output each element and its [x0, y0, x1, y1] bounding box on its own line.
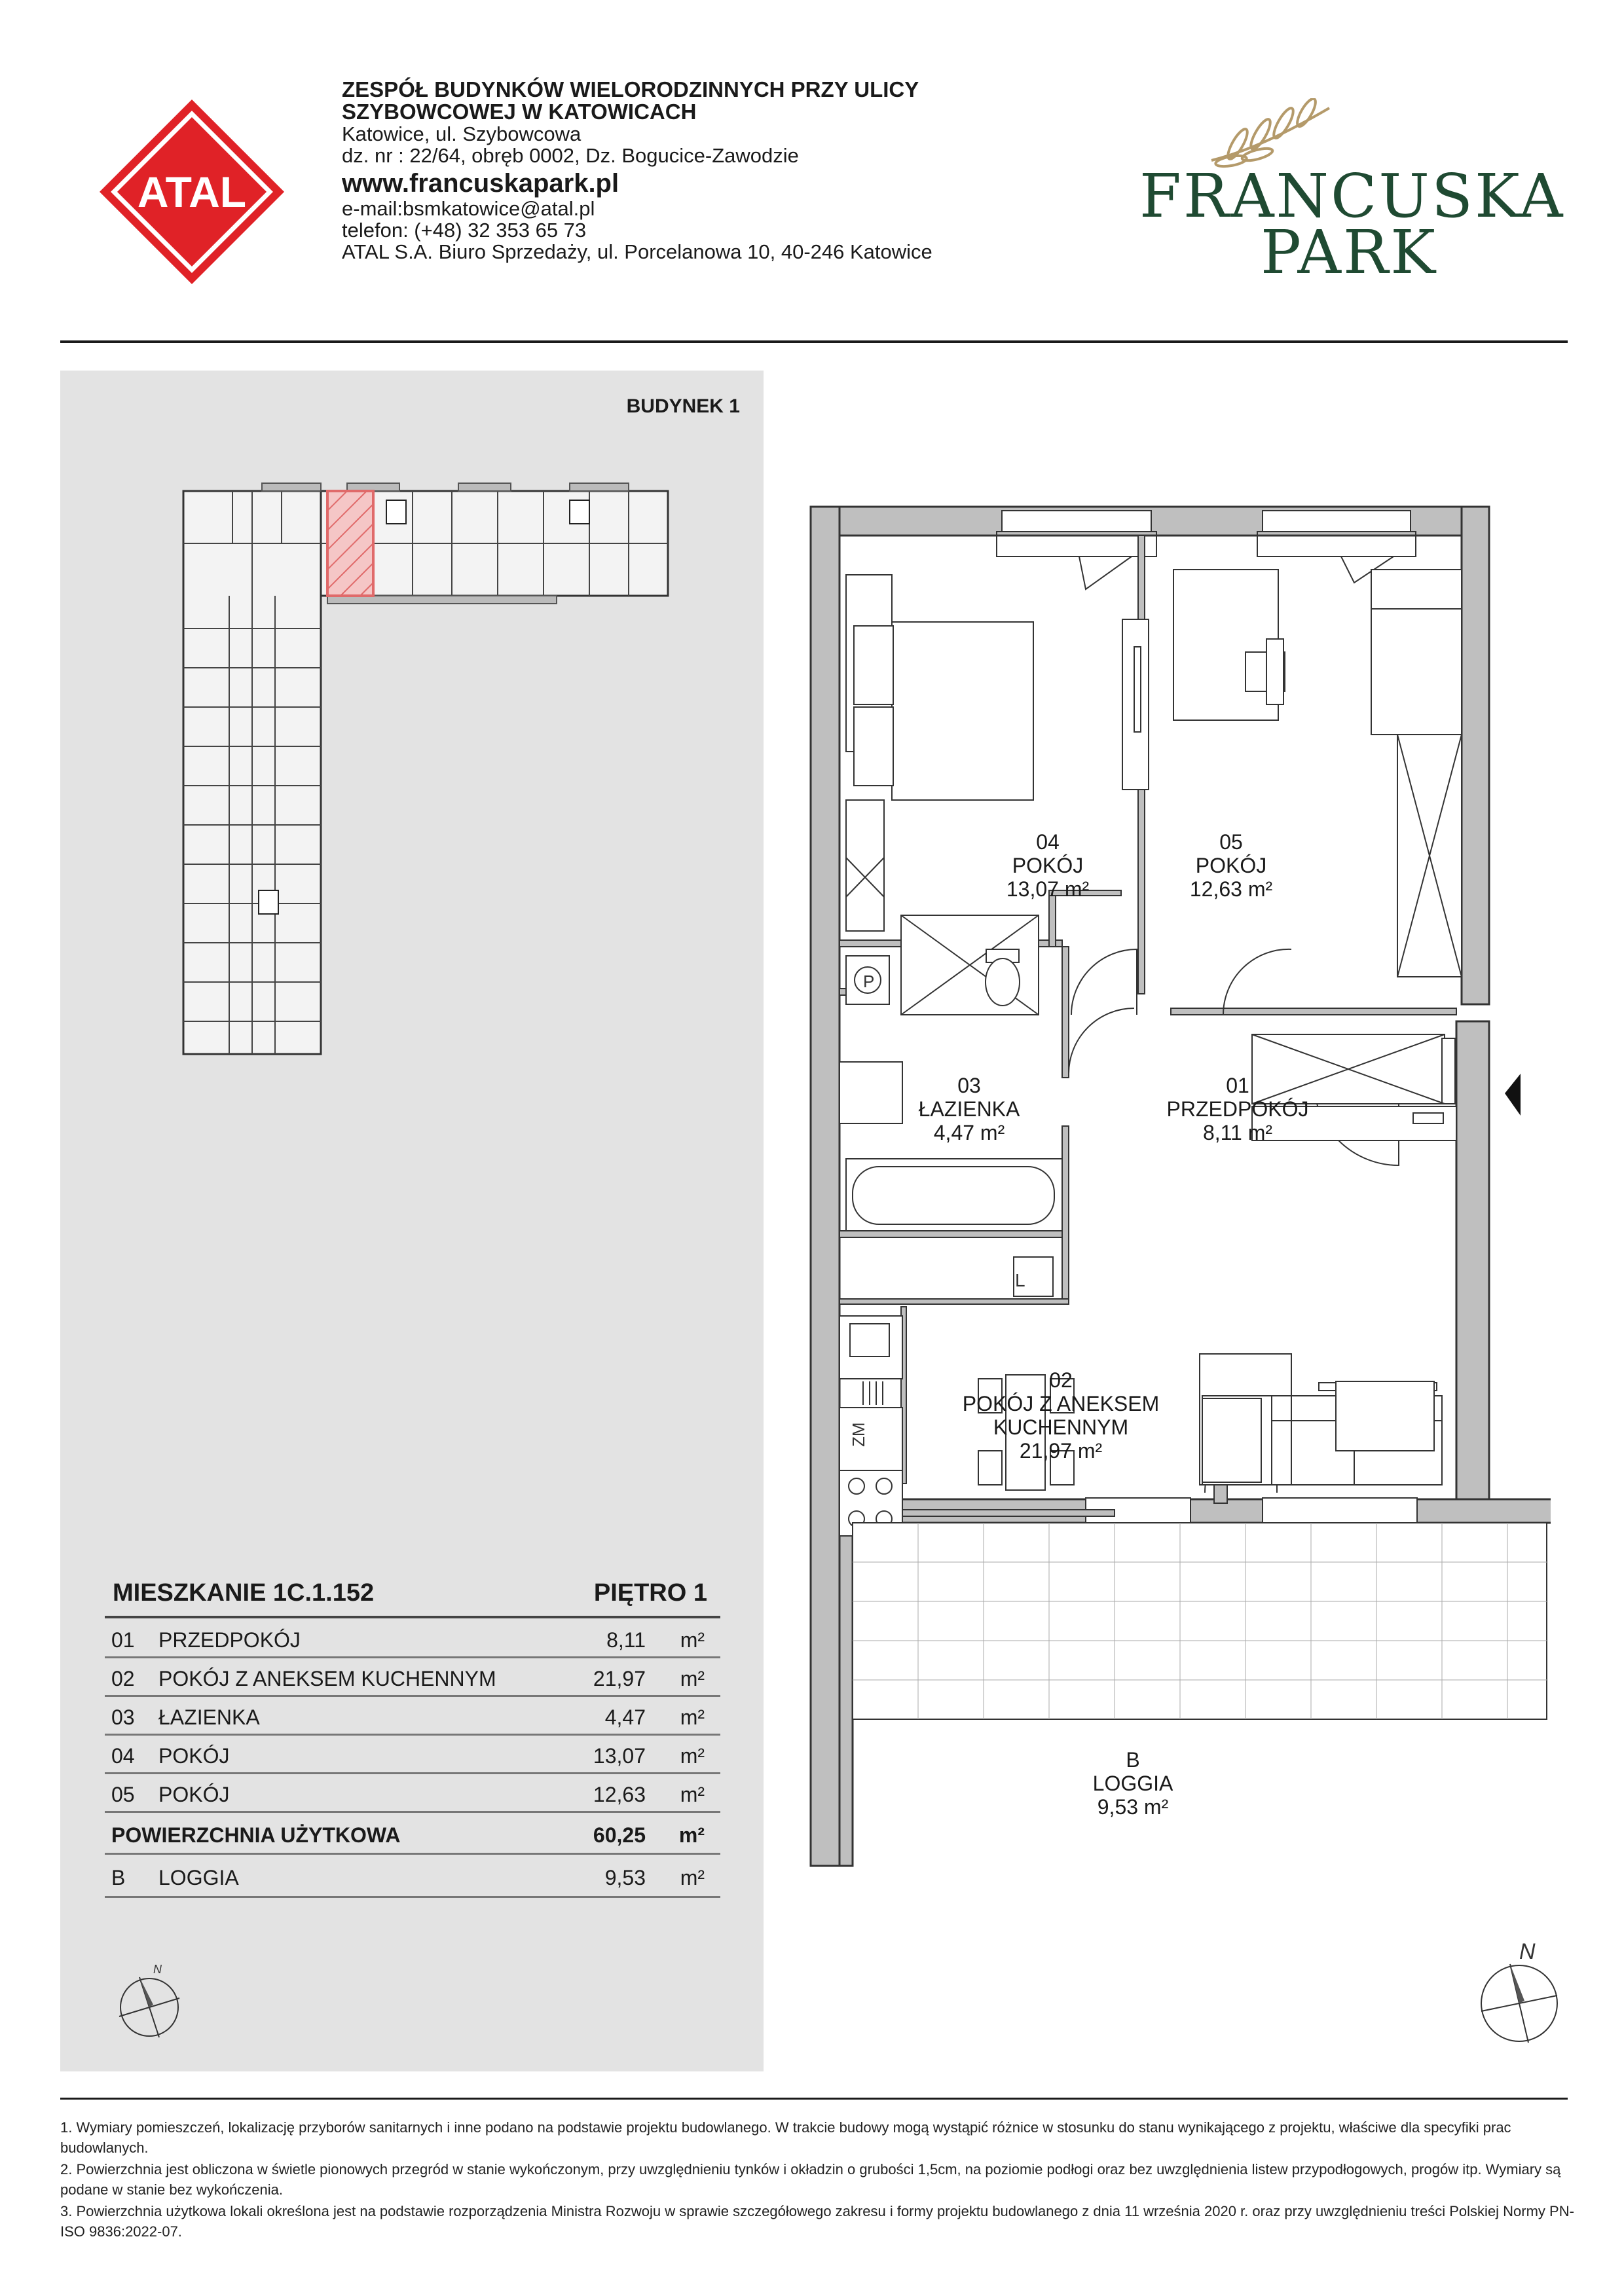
project-info	[342, 79, 1128, 263]
room-label-01: 01 PRZEDPOKÓJ 8,11 m²	[1166, 1074, 1309, 1144]
apartment-title: MIESZKANIE 1C.1.152	[113, 1579, 375, 1607]
row-divider	[105, 1734, 720, 1736]
compass-small	[110, 1961, 189, 2040]
building-label: BUDYNEK 1	[626, 395, 740, 417]
project-address: Katowice, ul. Szybowcowa	[342, 122, 581, 145]
row-divider	[105, 1772, 720, 1774]
building-key-plan	[177, 471, 674, 1061]
room-label-B: B LOGGIA 9,53 m²	[1092, 1748, 1173, 1819]
phone-number: telefon: (+48) 32 353 65 73	[342, 219, 587, 242]
floor-label: PIĘTRO 1	[593, 1579, 707, 1607]
room-label-03: 03 ŁAZIENKA 4,47 m²	[918, 1074, 1020, 1144]
table-header-divider	[105, 1616, 720, 1618]
laurel-icon	[1139, 98, 1559, 170]
project-title-line2: SZYBOWCOWEJ W KATOWICACH	[342, 100, 697, 124]
header-divider	[60, 340, 1568, 343]
sales-office: ATAL S.A. Biuro Sprzedaży, ul. Porcelanowa 10, 40-246 Katowice	[342, 240, 932, 263]
room-label-04: 04 POKÓJ 13,07 m²	[1006, 830, 1090, 901]
row-divider	[105, 1695, 720, 1697]
atal-logo-text: ATAL	[137, 168, 247, 216]
compass-large	[1473, 1938, 1565, 2049]
footer-divider	[60, 2098, 1568, 2100]
row-divider	[105, 1853, 720, 1855]
washer-label: P	[863, 972, 875, 991]
fridge-label: ZM	[849, 1422, 868, 1447]
room-label-05: 05 POKÓJ 12,63 m²	[1189, 830, 1273, 901]
room-label-02: 02 POKÓJ Z ANEKSEM KUCHENNYM 21,97 m²	[962, 1368, 1160, 1463]
footnote-2: 2. Powierzchnia jest obliczona w świetle pionowych przegród w stanie wykończonym, przy uwzględnieniu tynków i okładzin o grubości 1,5cm, na poziomie podłogi oraz bez uwzględnienia listew przypodłogowych, progów itp. Wymiary są podane w stanie bez wykończenia.	[60, 2161, 1561, 2198]
highlighted-apartment	[327, 491, 373, 596]
row-divider	[105, 1656, 720, 1658]
compass-north-label: N	[153, 1963, 162, 1976]
wardrobe-label: L	[1015, 1270, 1025, 1290]
website-link[interactable]: www.francuskapark.pl	[342, 169, 619, 198]
footnote-3: 3. Powierzchnia użytkowa lokali określona jest na podstawie rozporządzenia Ministra Rozwoju w sprawie szczegółowego zakresu i formy projektu budowlanego z dnia 11 września 2020 r. oraz przy uwzględnieniu treści Polskiej Normy PN-ISO 9836:2022-07.	[60, 2203, 1574, 2240]
francuska-logo-line2: PARK	[1261, 217, 1437, 287]
project-plot: dz. nr : 22/64, obręb 0002, Dz. Bogucice-Zawodzie	[342, 144, 799, 167]
atal-logo	[97, 97, 287, 287]
row-divider	[105, 1896, 720, 1898]
francuska-logo-line1: FRANCUSKA	[1139, 161, 1565, 231]
project-title-line1: ZESPÓŁ BUDYNKÓW WIELORODZINNYCH PRZY ULICY	[342, 77, 919, 101]
francuska-park-logo	[1139, 98, 1565, 287]
compass-north-label-large: N	[1519, 1939, 1536, 1964]
row-divider	[105, 1811, 720, 1813]
footnote-1: 1. Wymiary pomieszczeń, lokalizację przyborów sanitarnych i inne podano na podstawie projektu budowlanego. W trakcie budowy mogą wystąpić różnice w stosunku do stanu wynikającego z projektu, właściwe dla specyfiki prac budowlanych.	[60, 2119, 1511, 2156]
entrance-arrow-icon	[1505, 1074, 1521, 1116]
email-link[interactable]: e-mail:bsmkatowice@atal.pl	[342, 197, 595, 220]
floor-plan	[804, 498, 1551, 1899]
